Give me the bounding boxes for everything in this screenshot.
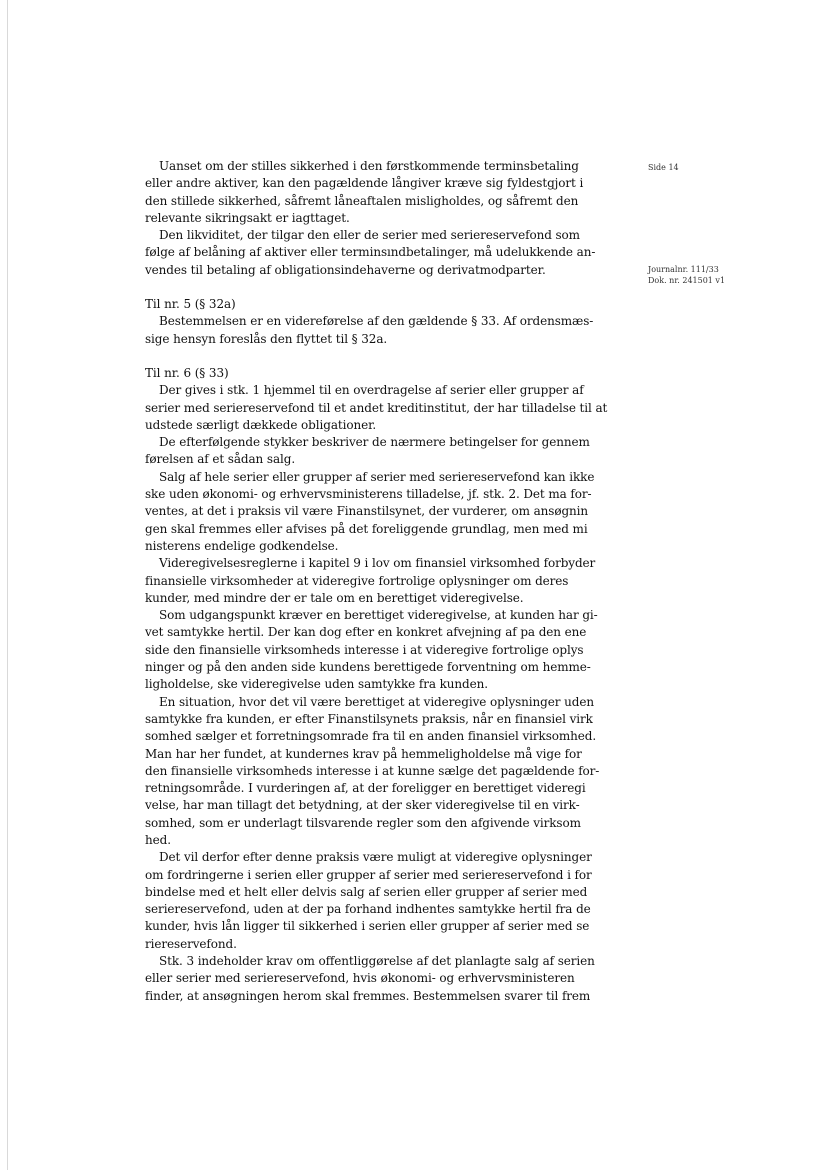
text-line: somhed sælger et forretningsomrade fra til en anden finansiel virksomhed. (145, 729, 597, 744)
text-line: hed. (145, 832, 171, 847)
text-line: ske uden økonomi- og erhvervsministerens tilladelse, jf. stk. 2. Det ma for- (145, 487, 592, 502)
paragraph-4 (145, 382, 607, 434)
paragraph-2 (145, 227, 607, 279)
text-line: kunder, hvis lån ligger til sikkerhed i serien eller grupper af serier med se (145, 919, 590, 934)
text-line: seriereservefond, uden at der pa forhand indhentes samtykke hertil fra de (145, 902, 591, 917)
paragraph-6 (145, 469, 607, 555)
paragraph-10 (145, 849, 607, 953)
paragraph-5 (145, 434, 607, 469)
text-line: Salg af hele serier eller grupper af serier med seriereservefond kan ikke (159, 469, 595, 484)
text-line: relevante sikringsakt er iagttaget. (145, 210, 350, 225)
text-line: ninger og på den anden side kundens berettigede forventning om hemme- (145, 660, 591, 675)
paragraph-3 (145, 313, 607, 348)
text-line: nisterens endelige godkendelse. (145, 538, 339, 553)
document-number: Dok. nr. 241501 v1 (648, 276, 726, 285)
text-line: Den likviditet, der tilgar den eller de serier med seriereservefond som (159, 228, 580, 243)
section-heading-nr6: Til nr. 6 (§ 33) (145, 365, 229, 380)
text-line: retningsområde. I vurderingen af, at der foreligger en berettiget videregi (145, 781, 586, 796)
text-line: somhed, som er underlagt tilsvarende regler som den afgivende virksom (145, 815, 581, 830)
text-line: gen skal fremmes eller afvises på det foreliggende grundlag, men med mi (145, 521, 588, 536)
text-line: finder, at ansøgningen herom skal fremmes. Bestemmelsen svarer til frem (145, 988, 591, 1003)
paragraph-9 (145, 694, 607, 850)
text-line: Bestemmelsen er en videreførelse af den gældende § 33. Af ordensmæs- (159, 314, 594, 329)
text-line: vendes til betaling af obligationsindehaverne og derivatmodparter. (145, 262, 546, 277)
text-line: serier med seriereservefond til et andet kreditinstitut, der har tilladelse til at (145, 400, 608, 415)
text-line: Det vil derfor efter denne praksis være muligt at videregive oplysninger (159, 850, 592, 865)
section-heading-nr5: Til nr. 5 (§ 32a) (145, 297, 236, 312)
paragraph-11 (145, 953, 607, 1005)
text-line: Stk. 3 indeholder krav om offentliggørelse af det planlagte salg af serien (159, 954, 595, 969)
margin-note-refs (648, 264, 725, 286)
text-line: Man har her fundet, at kundernes krav på hemmeligholdelse må vige for (145, 746, 582, 761)
text-line: Videregivelsesreglerne i kapitel 9 i lov om finansiel virksomhed forbyder (159, 556, 596, 571)
text-line: Der gives i stk. 1 hjemmel til en overdragelse af serier eller grupper af (159, 383, 584, 398)
text-line: eller andre aktiver, kan den pagældende långiver kræve sig fyldestgjort i (145, 176, 584, 191)
text-line: side den finansielle virksomheds interesse i at videregive fortrolige oplys (145, 642, 584, 657)
page-edge-line (7, 0, 8, 1170)
text-line: sige hensyn foreslås den flyttet til § 32a. (145, 331, 388, 346)
paragraph-1 (145, 158, 607, 227)
text-line: samtykke fra kunden, er efter Finanstilsynets praksis, når en finansiel virk (145, 711, 593, 726)
text-line: udstede særligt dækkede obligationer. (145, 417, 377, 432)
body-text (145, 158, 607, 1005)
paragraph-8 (145, 607, 607, 693)
paragraph-7 (145, 555, 607, 607)
text-line: Som udgangspunkt kræver en berettiget videregivelse, at kunden har gi- (159, 608, 598, 623)
text-line: eller serier med seriereservefond, hvis økonomi- og erhvervsministeren (145, 971, 575, 986)
text-line: den finansielle virksomheds interesse i at kunne sælge det pagældende for- (145, 763, 600, 778)
text-line: riereservefond. (145, 936, 237, 951)
text-line: velse, har man tillagt det betydning, at der sker videregivelse til en virk- (145, 798, 580, 813)
page-number: Side 14 (648, 163, 679, 172)
text-line: finansielle virksomheder at videregive fortrolige oplysninger om deres (145, 573, 569, 588)
text-line: om fordringerne i serien eller grupper af serier med seriereservefond i for (145, 867, 592, 882)
text-line: En situation, hvor det vil være berettiget at videregive oplysninger uden (159, 694, 594, 709)
text-line: bindelse med et helt eller delvis salg af serien eller grupper af serier med (145, 884, 588, 899)
text-line: De efterfølgende stykker beskriver de nærmere betingelser for gennem (159, 435, 590, 450)
text-line: ligholdelse, ske videregivelse uden samtykke fra kunden. (145, 677, 488, 692)
journal-number: Journalnr. 111/33 (648, 265, 719, 274)
text-line: den stillede sikkerhed, såfremt låneaftalen misligholdes, og såfremt den (145, 193, 579, 208)
text-line: vet samtykke hertil. Der kan dog efter en konkret afvejning af pa den ene (145, 625, 587, 640)
text-line: følge af belåning af aktiver eller terminsındbetalinger, må udelukkende an- (145, 245, 596, 260)
text-line: ventes, at det i praksis vil være Finanstilsynet, der vurderer, om ansøgnin (145, 504, 589, 519)
text-line: Uanset om der stilles sikkerhed i den førstkommende terminsbetaling (159, 159, 579, 173)
text-line: førelsen af et sådan salg. (145, 452, 296, 467)
margin-note-side (648, 162, 679, 173)
text-line: kunder, med mindre der er tale om en berettiget videregivelse. (145, 590, 524, 605)
